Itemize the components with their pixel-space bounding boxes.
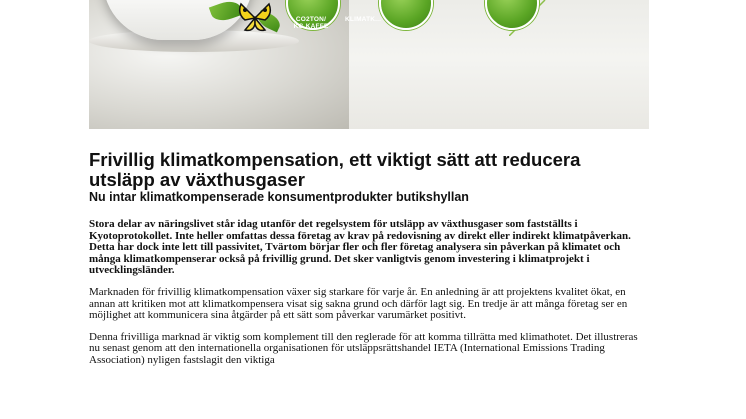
badge-label: KLIMATK... (345, 16, 382, 23)
lead-paragraph: Stora delar av näringslivet står idag utanför det regelsystem för utsläpp av växthusgaser som fastställts i Kyotoprotokollet. Inte heller omfattas dessa företag av krav på redovisning av direkt eller indirekt klimatpåverkan. Detta har dock inte lett till passivitet, Tvärtom börjar fler och fler företag analysera sin påverkan på klimatet och många klimatkompenserar också på frivillig grund. Det sker vanligtvis genom investering i klimatprojekt i utvecklingsländer. (89, 218, 631, 277)
article-title: Frivillig klimatkompensation, ett viktigt sätt att reducera utsläpp av växthusgaser (89, 149, 581, 190)
header-banner-image (89, 0, 649, 129)
body-paragraph: Denna frivilliga marknad är viktig som komplement till den reglerade för att komma tillrätta med klimathotet. Det illustreras nu senast genom att den internationella organisationen för utsläppsrättshandel IETA (International Emissions Trading Association) nyligen fastslagit den viktiga (89, 330, 638, 366)
badge-label: CO2TON/ KG KAFFE (293, 16, 329, 30)
article (89, 150, 649, 377)
butterfly-icon (237, 0, 273, 36)
leaf-badge-icon (379, 0, 433, 30)
article-subtitle: Nu intar klimatkompenserade konsumentprodukter butikshyllan (89, 190, 469, 204)
body-paragraph: Marknaden för frivillig klimatkompensation växer sig starkare för varje år. En anledning är att projektens kvalitet ökat, en annan att kritiken mot att klimatkompensera visat sig sakna grund och därför lagt sig. En tredje är att många företag ser en möjlighet att kommunicera sina åtgärder på ett sätt som påverkar varumärket positivt. (89, 285, 628, 322)
